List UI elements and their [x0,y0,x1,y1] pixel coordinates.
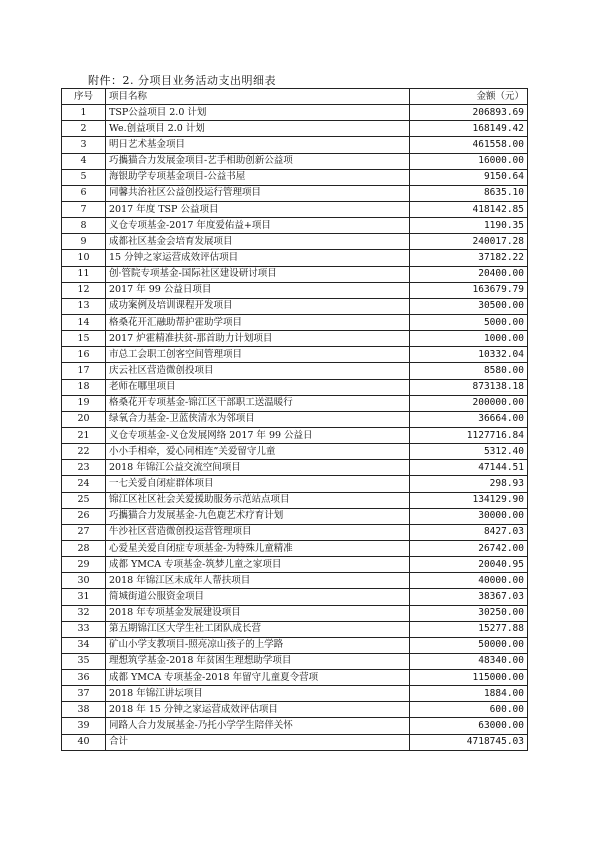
table-row [62,524,528,540]
row-amount: 1884.00 [410,686,528,702]
table-row [62,298,528,314]
table-row [62,411,528,427]
row-amount: 163679.79 [410,282,528,298]
table-row [62,379,528,395]
row-project-name: 成都 YMCA 专项基金-筑梦儿童之家项目 [106,557,410,573]
table-row [62,589,528,605]
row-serial-number: 31 [62,589,106,605]
header-project-name: 项目名称 [106,89,410,105]
row-project-name: 同馨共治社区公益创投运行管理项目 [106,185,410,201]
row-amount: 36664.00 [410,411,528,427]
row-project-name: 成功案例及培训课程开发项目 [106,298,410,314]
table-row [62,266,528,282]
row-serial-number: 28 [62,540,106,556]
row-project-name: 2017 炉霍精准扶贫-那首助力计划项目 [106,331,410,347]
row-project-name: 绿氧合力基金-卫蓝侠清水为邻项目 [106,411,410,427]
row-serial-number: 6 [62,185,106,201]
row-project-name: 2018 年 15 分钟之家运营成效评估项目 [106,702,410,718]
row-serial-number: 27 [62,524,106,540]
row-amount: 8427.03 [410,524,528,540]
row-amount: 30250.00 [410,605,528,621]
row-amount: 47144.51 [410,460,528,476]
row-serial-number: 23 [62,460,106,476]
row-amount: 418142.85 [410,201,528,217]
row-amount: 37182.22 [410,250,528,266]
row-project-name: 老师在哪里项目 [106,379,410,395]
row-project-name: 简城街道公服资金项目 [106,589,410,605]
row-amount: 10332.04 [410,347,528,363]
row-serial-number: 40 [62,734,106,750]
table-row [62,718,528,734]
row-project-name: 2018 年专项基金发展建设项目 [106,605,410,621]
header-amount: 金额（元） [410,89,528,105]
row-serial-number: 17 [62,363,106,379]
table-row [62,621,528,637]
row-project-name: 义仓专项基金-2017 年度爱佑益+项目 [106,218,410,234]
table-row [62,460,528,476]
table-row [62,702,528,718]
row-serial-number: 30 [62,573,106,589]
table-row [62,540,528,556]
table-row [62,476,528,492]
row-amount: 206893.69 [410,105,528,121]
row-project-name: 格桑花开专项基金-锦江区干部职工送温暖行 [106,395,410,411]
row-serial-number: 19 [62,395,106,411]
row-project-name: 牛沙社区营造微创投运营管理项目 [106,524,410,540]
row-amount: 200000.00 [410,395,528,411]
row-serial-number: 37 [62,686,106,702]
row-amount: 48340.00 [410,653,528,669]
row-serial-number: 1 [62,105,106,121]
row-project-name: We.创益项目 2.0 计划 [106,121,410,137]
row-serial-number: 26 [62,508,106,524]
table-row [62,218,528,234]
row-serial-number: 22 [62,444,106,460]
table-row [62,185,528,201]
row-project-name: 格桑花开汇融助帮护霍助学项目 [106,314,410,330]
row-amount: 600.00 [410,702,528,718]
table-row [62,427,528,443]
table-row [62,137,528,153]
row-project-name: 15 分钟之家运营成效评估项目 [106,250,410,266]
row-serial-number: 35 [62,653,106,669]
row-serial-number: 8 [62,218,106,234]
row-amount: 8635.10 [410,185,528,201]
row-project-name: 成都社区基金会培育发展项目 [106,234,410,250]
row-amount: 40000.00 [410,573,528,589]
row-serial-number: 29 [62,557,106,573]
table-row [62,444,528,460]
row-project-name: 市总工会职工创客空间管理项目 [106,347,410,363]
row-amount: 4718745.03 [410,734,528,750]
row-amount: 15277.88 [410,621,528,637]
row-project-name: 2018 年锦江讲坛项目 [106,686,410,702]
row-serial-number: 4 [62,153,106,169]
row-serial-number: 39 [62,718,106,734]
row-project-name: 创·管院专项基金-国际社区建设研讨项目 [106,266,410,282]
row-amount: 873138.18 [410,379,528,395]
row-amount: 63000.00 [410,718,528,734]
row-amount: 30500.00 [410,298,528,314]
row-amount: 1000.00 [410,331,528,347]
table-row [62,686,528,702]
table-row [62,121,528,137]
table-row [62,573,528,589]
table-row [62,331,528,347]
row-serial-number: 10 [62,250,106,266]
row-serial-number: 34 [62,637,106,653]
table-row [62,508,528,524]
row-project-name: 成都 YMCA 专项基金-2018 年留守儿童夏令营项 [106,670,410,686]
row-serial-number: 24 [62,476,106,492]
row-amount: 240017.28 [410,234,528,250]
row-amount: 1127716.84 [410,427,528,443]
row-project-name: 第五期锦江区大学生社工团队成长营 [106,621,410,637]
table-row [62,105,528,121]
table-row [62,250,528,266]
page-caption: 附件：2. 分项目业务活动支出明细表 [88,74,276,87]
row-amount: 5312.40 [410,444,528,460]
table-header-row [62,89,528,105]
row-amount: 16000.00 [410,153,528,169]
row-amount: 168149.42 [410,121,528,137]
row-project-name: 2018 年锦江公益交流空间项目 [106,460,410,476]
row-project-name: 巧攜猫合力发展基金-九色鹿艺术疗育计划 [106,508,410,524]
row-project-name: 2017 年 99 公益日项目 [106,282,410,298]
row-project-name: 小小手相牵，爱心同相连”关爱留守儿童 [106,444,410,460]
row-amount: 115000.00 [410,670,528,686]
row-serial-number: 12 [62,282,106,298]
row-amount: 461558.00 [410,137,528,153]
expense-table [61,88,528,751]
row-amount: 20400.00 [410,266,528,282]
row-serial-number: 14 [62,314,106,330]
row-project-name: 庆云社区营造微创投项目 [106,363,410,379]
row-serial-number: 9 [62,234,106,250]
row-serial-number: 5 [62,169,106,185]
table-row [62,492,528,508]
row-serial-number: 7 [62,201,106,217]
table-row [62,734,528,750]
row-serial-number: 33 [62,621,106,637]
row-amount: 1190.35 [410,218,528,234]
table-row [62,557,528,573]
row-project-name: 同路人合力发展基金-乃托小学学生陪伴关怀 [106,718,410,734]
table-row [62,605,528,621]
table-row [62,395,528,411]
row-serial-number: 32 [62,605,106,621]
row-project-name: 明日艺术基金项目 [106,137,410,153]
row-serial-number: 16 [62,347,106,363]
row-serial-number: 20 [62,411,106,427]
table-row [62,670,528,686]
table-row [62,201,528,217]
row-project-name: 理想筑学基金-2018 年贫困生理想助学项目 [106,653,410,669]
row-serial-number: 15 [62,331,106,347]
row-project-name: 一七关爱自闭症群体项目 [106,476,410,492]
row-amount: 8580.00 [410,363,528,379]
row-serial-number: 11 [62,266,106,282]
table-row [62,637,528,653]
table-row [62,234,528,250]
row-amount: 20040.95 [410,557,528,573]
row-project-name: 矿山小学支教项目-照亮凉山孩子的上学路 [106,637,410,653]
row-amount: 134129.90 [410,492,528,508]
row-project-name: 义仓专项基金-义仓发展网络 2017 年 99 公益日 [106,427,410,443]
row-amount: 38367.03 [410,589,528,605]
row-serial-number: 25 [62,492,106,508]
row-serial-number: 21 [62,427,106,443]
row-amount: 30000.00 [410,508,528,524]
table-row [62,314,528,330]
row-project-name: 2018 年锦江区未成年人帮扶项目 [106,573,410,589]
table-row [62,153,528,169]
row-amount: 26742.00 [410,540,528,556]
row-project-name: 巧攜猫合力发展金项目-艺手相助创新公益项 [106,153,410,169]
table-row [62,282,528,298]
row-serial-number: 13 [62,298,106,314]
table-row [62,169,528,185]
row-project-name: 2017 年度 TSP 公益项目 [106,201,410,217]
table-row [62,653,528,669]
row-serial-number: 18 [62,379,106,395]
row-project-name: TSP公益项目 2.0 计划 [106,105,410,121]
table-row [62,347,528,363]
row-amount: 50000.00 [410,637,528,653]
row-project-name: 锦江区社区社会关爱援助服务示范站点项目 [106,492,410,508]
header-serial-number: 序号 [62,89,106,105]
row-project-name: 海银助学专项基金项目-公益书屋 [106,169,410,185]
row-serial-number: 3 [62,137,106,153]
row-serial-number: 38 [62,702,106,718]
row-project-name: 心爱星关爱自闭症专项基金-为特殊儿童精准 [106,540,410,556]
table-row [62,363,528,379]
row-project-name: 合计 [106,734,410,750]
row-serial-number: 2 [62,121,106,137]
row-amount: 9150.64 [410,169,528,185]
row-amount: 5000.00 [410,314,528,330]
row-amount: 298.93 [410,476,528,492]
row-serial-number: 36 [62,670,106,686]
